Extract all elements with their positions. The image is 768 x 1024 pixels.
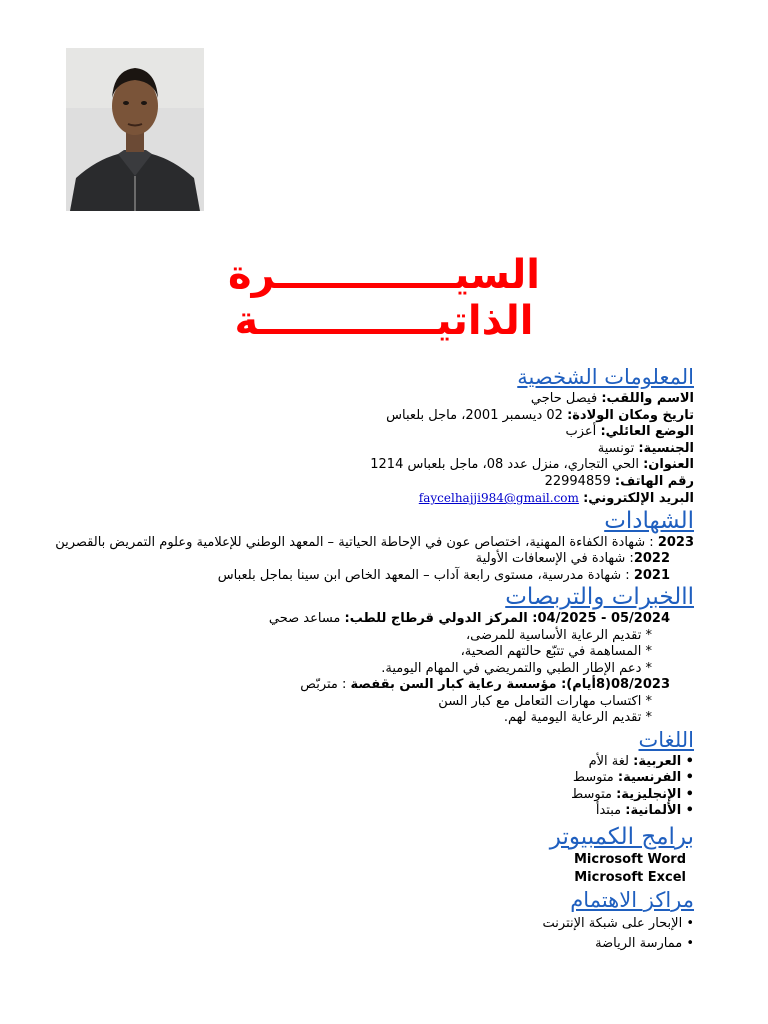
cv-title-line-2: الذاتيـــــــــــــة [234,298,534,344]
job-task: * تقديم الرعاية الأساسية للمرضى، [465,627,652,643]
job-role: : متربّص [300,677,351,692]
cv-title [40,252,728,344]
software-list [40,851,694,887]
cv-title-line-1: السيـــــــــــــرة [228,252,540,298]
personal-row [40,457,694,474]
job-title [40,611,694,628]
field-label: تاريخ ومكان الولادة: [567,407,694,423]
job-task: * المساهمة في تتبّع حالتهم الصحية، [460,644,652,659]
field-value: فيصل حاجي [530,391,602,406]
job-task: * دعم الإطار الطبي والتمريضي في المهام اليومية. [381,660,652,676]
job-title [40,677,694,694]
email-link[interactable]: faycelhajji984@gmail.com [418,491,579,505]
certificate-item [40,551,694,568]
language-item [40,770,694,787]
job-title-bold: 05/2024 - 04/2025: المركز الدولي قرطاج للطب: [344,611,670,626]
software-item: Microsoft Word [573,851,686,867]
cv-body [40,364,694,954]
experience-list [40,611,694,727]
language-item [40,787,694,804]
job-task: * تقديم الرعاية اليومية لهم. [503,710,652,725]
certificate-text: : شهادة في الإسعافات الأولية [475,551,634,566]
certificate-text: : شهادة الكفاءة المهنية، اختصاص عون في الإحاطة الحياتية – المعهد الوطني للإعلامية وعلوم التمريض بالقصرين [55,534,658,550]
field-value: الحي التجاري، منزل عدد 08، ماجل بلعباس 1214 [370,457,644,472]
certificates-list [40,535,694,585]
certificate-item [40,535,694,552]
personal-row-email [40,490,694,508]
certificate-year: 2022 [633,551,670,566]
section-heading-personal: المعلومات الشخصية [517,365,694,389]
interest-item: • ممارسة الرياضة [595,935,694,951]
field-label: العنوان: [643,457,694,472]
field-value: تونسية [597,440,639,456]
field-label: الوضع العائلي: [600,424,694,439]
language-name: • الفرنسية: [617,770,694,785]
email-label: البريد الإلكتروني: [583,491,694,506]
certificate-item [40,568,694,585]
field-value: أعزب [565,424,601,439]
language-name: • الألمانية: [625,803,694,818]
language-level: متوسط [572,770,618,785]
field-value: 02 ديسمبر 2001، ماجل بلعباس [386,407,568,423]
certificate-year: 2023 [657,534,694,550]
personal-row [40,441,694,458]
field-value: 22994859 [544,473,615,489]
field-label: الاسم واللقب: [601,391,694,406]
interest-item: • الإبحار على شبكة الإنترنت [542,915,694,931]
languages-list [40,754,694,820]
language-item [40,803,694,820]
job-task: * اكتساب مهارات التعامل مع كبار السن [438,693,652,709]
language-level: متوسط [571,786,617,802]
software-item: Microsoft Excel [574,869,686,885]
personal-row [40,424,694,441]
section-heading-interests: مراكز الاهتمام [570,887,694,912]
section-heading-software: برامج الكمبيوتر [549,823,694,850]
language-name: • الإنجليزية: [616,786,694,802]
job-role: مساعد صحي [268,611,345,626]
personal-row [40,474,694,491]
personal-info [40,391,694,508]
certificate-text: : شهادة مدرسية، مستوى رابعة آداب – المعهد الخاص ابن سينا بماجل بلعباس [217,567,634,583]
language-level: لغة الأم [588,753,634,769]
language-item [40,754,694,771]
section-heading-languages: اللغات [638,727,694,752]
interests-list [40,914,694,954]
profile-photo [66,48,204,211]
section-heading-experience: االخبرات والتربصات [505,584,694,610]
personal-row [40,391,694,408]
language-name: • العربية: [633,753,694,769]
section-heading-certificates: الشهادات [604,507,694,534]
certificate-year: 2021 [633,567,670,583]
field-label: الجنسية: [638,440,694,456]
personal-row [40,408,694,425]
language-level: مبتدأ [595,803,626,818]
job-title-bold: 08/2023(8أيام): مؤسسة رعاية كبار السن بقفصة [350,677,670,692]
field-label: رقم الهاتف: [614,473,694,489]
